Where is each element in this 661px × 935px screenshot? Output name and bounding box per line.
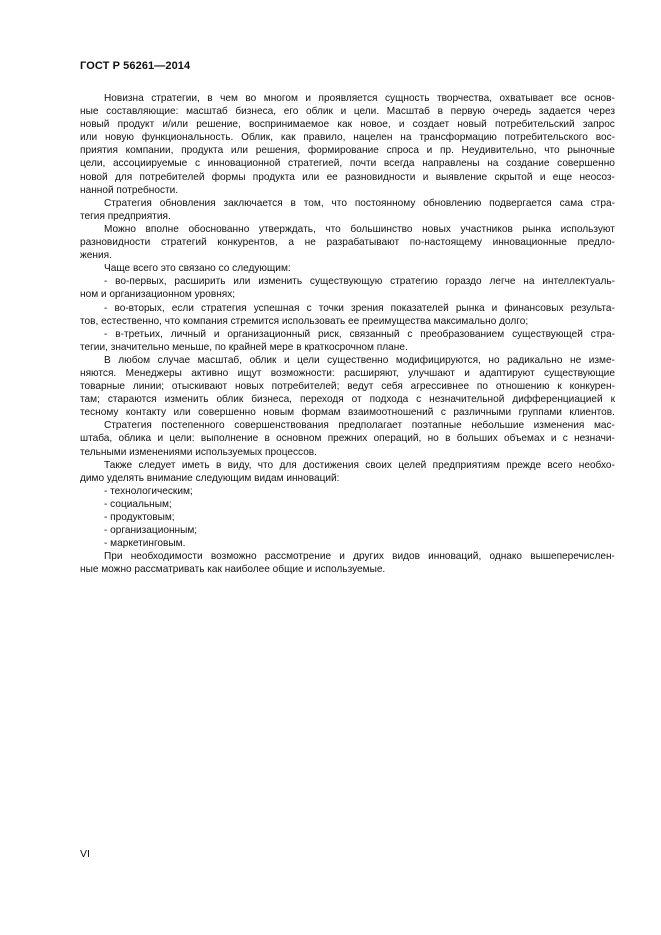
text-line: - социальным; bbox=[104, 498, 172, 510]
text-line: товарные линии; отыскивают новых потребителей; ведут себя агрессивнее по отношению к конкурен- bbox=[80, 381, 615, 393]
text-line: разновидности стратегий конкурентов, а не разрабатывают по-настоящему инновационные предло- bbox=[80, 237, 615, 249]
text-line: нанной потребности. bbox=[80, 184, 179, 196]
text-line: новой для потребителей формы продукта или ее разновидности и выявление скрытой и еще неосоз- bbox=[80, 171, 615, 183]
text-line: цели, ассоциируемые с инновационной стратегией, почти всегда направлены на создание совершенно bbox=[80, 158, 615, 170]
text-line: тегия предприятия. bbox=[80, 210, 171, 222]
text-line: ные составляющие: масштаб бизнеса, его облик и цели. Масштаб в первую очередь задается через bbox=[80, 106, 615, 118]
text-line: - во-вторых, если стратегия успешная с точки зрения показателей рынка и финансовых результа- bbox=[104, 302, 615, 314]
text-line: Стратегия обновления заключается в том, что постоянному обновлению подвергается сама стра- bbox=[104, 197, 615, 209]
text-line: В любом случае масштаб, облик и цели существенно модифицируются, но радикально не изме- bbox=[104, 354, 615, 366]
text-line: приятия компании, продукта или решения, формирование спроса и пр. Неудивительно, что рыночные bbox=[80, 145, 615, 157]
text-line: тесному контакту или совершенно новым формам взаимоотношений с различными группами клиентов. bbox=[80, 407, 615, 419]
text-line: тельными изменениями используемых процессов. bbox=[80, 446, 317, 458]
text-line: Новизна стратегии, в чем во многом и проявляется сущность творчества, охватывает все основ- bbox=[104, 93, 615, 104]
text-line: димо уделять внимание следующим видам инноваций: bbox=[80, 472, 340, 484]
text-line: Стратегия постепенного совершенствования предполагает поэтапные небольшие изменения мас- bbox=[104, 420, 615, 432]
text-line: тегии, значительно меньше, по крайней мере в краткосрочном плане. bbox=[80, 341, 408, 353]
body-text bbox=[80, 92, 615, 576]
text-line: При необходимости возможно рассмотрение и других видов инноваций, однако вышеперечислен- bbox=[104, 551, 615, 563]
document-id-header: ГОСТ Р 56261—2014 bbox=[80, 60, 191, 72]
text-line: там; стараются изменить облик бизнеса, переходя от подхода с незначительной дифференциацией к bbox=[80, 394, 615, 406]
text-line: Чаще всего это связано со следующим: bbox=[104, 263, 291, 275]
text-line: штаба, облика и цели: выполнение в основном прежних операций, но в больших объемах и с незначи- bbox=[80, 433, 615, 445]
text-line: Также следует иметь в виду, что для достижения своих целей предприятиям прежде всего необхо- bbox=[104, 459, 615, 471]
text-line: тов, естественно, что компания стремится использовать ее преимущества максимально долго; bbox=[80, 315, 529, 327]
text-line: жения. bbox=[80, 250, 112, 262]
text-line: ные можно рассматривать как наиболее общие и используемые. bbox=[80, 564, 386, 576]
text-line: ном и организационном уровнях; bbox=[80, 289, 236, 301]
text-line: - во-первых, расширить или изменить существующую стратегию гораздо легче на интеллектуаль- bbox=[104, 276, 615, 288]
text-line: няются. Менеджеры активно ищут возможности: расширяют, улучшают и адаптируют существующие bbox=[80, 367, 615, 379]
text-line: - технологическим; bbox=[104, 485, 193, 497]
page-number: VI bbox=[80, 848, 90, 860]
text-line: новый продукт и/или решение, воспринимаемое как новое, и создает новый потребительский запрос bbox=[80, 119, 615, 131]
text-line: - организационным; bbox=[104, 525, 198, 537]
text-line: или новую функциональность. Облик, как правило, нацелен на трансформацию потребительского вос- bbox=[80, 132, 615, 144]
text-line: - маркетинговым. bbox=[104, 538, 186, 550]
text-line: - продуктовым; bbox=[104, 512, 175, 523]
text-line: - в-третьих, личный и организационный риск, связанный с преобразованием существующей стра- bbox=[104, 328, 615, 340]
text-line: Можно вполне обоснованно утверждать, что большинство новых участников рынка используют bbox=[104, 223, 615, 235]
